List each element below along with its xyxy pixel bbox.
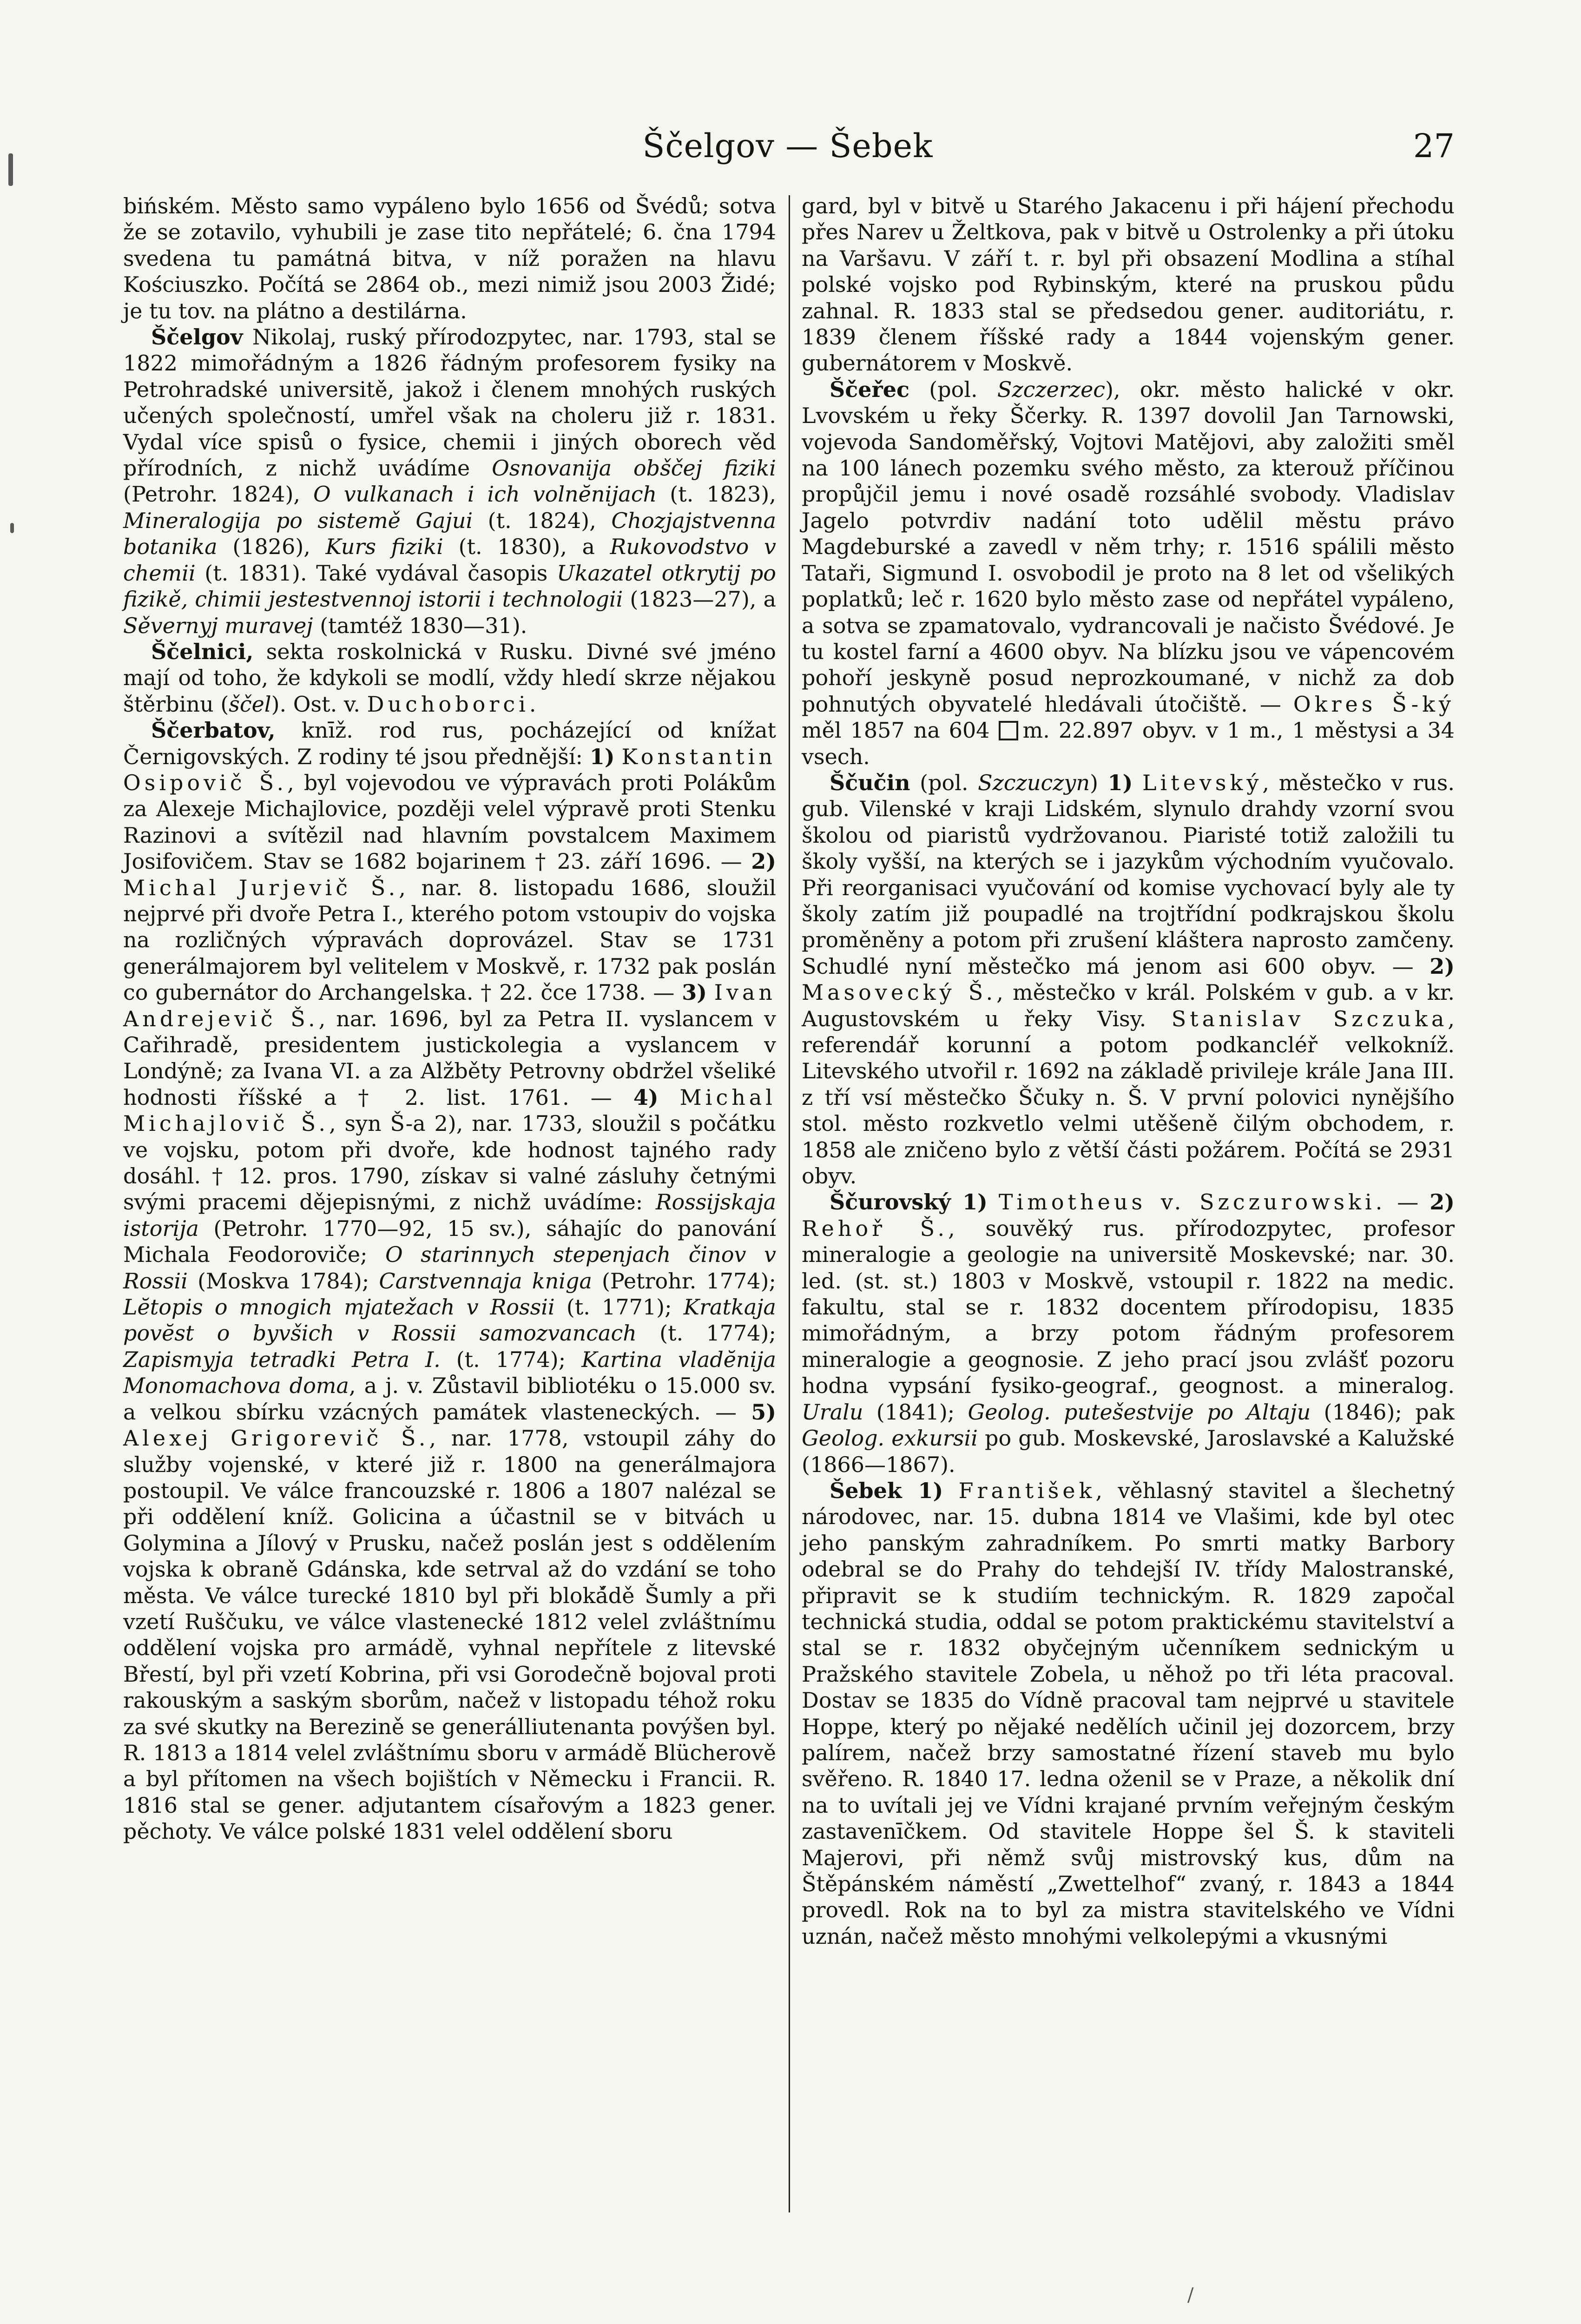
headword: Ščurovský 1)	[830, 1189, 988, 1215]
text-run: (t. 1824),	[473, 508, 612, 533]
headword: 2)	[1429, 1189, 1455, 1215]
right-column	[802, 193, 1455, 1949]
text-run: )	[1090, 770, 1108, 795]
text-run: (Moskva 1784);	[187, 1268, 379, 1294]
title-italic: Lĕtopis o mnogich mjatežach v Rossii	[123, 1294, 555, 1320]
dictionary-entry	[123, 324, 776, 639]
text-run: , věhlasný stavitel a šlechetný národovec, nar. 15. dubna 1814 ve Vlašimi, kde byl otec jeho panským zahradníkem. Po smrti matky Barbory odebral se do Prahy do tehdejší IV. třídy Malostranské, připravit se k studiím technickým. R. 1829 započal technická studia, oddal se potom praktickému stavitelství a stal se r. 1832 obyčejným učenníkem sednickým u Pražského stavitele Zobela, u něhož po tři léta pracoval. Dostav se 1835 do Vídně pracoval tam nejprvé u stavitele Hoppe, který po nějaké nedělích učinil jej dozorcem, brzy palírem, načež brzy samostatné řízení staveb mu bylo svěřeno. R. 1840 17. ledna oženil se v Praze, a několik dní na to uvítali jej ve Vídni krajané prvním veřejným českým zastavenīčkem. Od stavitele Hoppe šel Š. k staviteli Majerovi, při němž svůj mistrovský kus, dům na Štěpánském náměstí „Zwettelhof“ zvaný, r. 1843 a 1844 provedl. Rok na to byl za mistra stavitelského ve Vídni uznán, načež město mnohými velkolepými a vkusnými	[802, 1478, 1455, 1949]
title-italic: Chozjajstvenna botanika	[123, 508, 776, 560]
title-italic: Kurs fiziki	[325, 534, 443, 560]
dictionary-entry	[123, 717, 776, 1844]
text-run: po gub. Moskevské, Jaroslavské a Kalužské (1866—1867).	[802, 1426, 1455, 1477]
headword: 5)	[751, 1399, 776, 1425]
continued-paragraph	[802, 193, 1455, 376]
text-run: bińském. Město samo vypáleno bylo 1656 od Švédů; sotva že se zotavilo, vyhubili je zase tito nepřátelé; 6. čna 1794 svedena tu památná bitva, v níž poražen na hlavu Kościuszko. Počítá se 2864 ob., mezi nimiž jsou 2003 Židé; je tu tov. na plátno a destilárna.	[123, 193, 776, 324]
title-italic: Uralu	[802, 1399, 863, 1425]
text-run: ). Ost. v.	[271, 691, 367, 717]
spaced-name: Alexej Grigorevič Š.	[123, 1426, 429, 1451]
text-run: (Petrohr. 1824),	[123, 482, 314, 507]
title-italic: Geolog. exkursii	[802, 1426, 978, 1451]
continued-paragraph	[123, 193, 776, 324]
headword: Ščelgov	[151, 324, 243, 350]
spaced-name: Rehoř Š.	[802, 1215, 949, 1241]
headword: 4)	[633, 1084, 659, 1110]
text-run: m. 22.897 obyv. v 1 m., 1 městysi a 34 vsech.	[802, 718, 1455, 769]
text-run: (tamtéž 1830—31).	[313, 613, 527, 638]
page-number: 27	[1413, 127, 1455, 165]
title-italic: Szczuczyn	[978, 770, 1090, 795]
text-run: (pol.	[909, 376, 997, 402]
square-mile-symbol	[999, 721, 1018, 740]
title-italic: Geolog. putešestvije po Altaju	[968, 1399, 1311, 1425]
text-run: gard, byl v bitvě u Starého Jakacenu i při hájení přechodu přes Narev u Želtkova, pak v bitvě u Ostrolenky a při útoku na Varšavu. V září t. r. byl při obsazení Modlina a stíhal polské vojsko pod Rybinským, které na pruskou půdu zahnal. R. 1833 stal se předsedou gener. auditoriátu, r. 1839 členem říšské rady a 1844 vojenským gener. gubernátorem v Moskvě.	[802, 193, 1455, 376]
title-italic: Zapismyja tetradki Petra I.	[123, 1347, 441, 1372]
text-run: (t. 1830), a	[443, 534, 610, 560]
title-italic: Sěvernyj muravej	[123, 613, 313, 638]
text-run: , byl vojevodou ve výpravách proti Polákům za Alexeje Michajlovice, později velel výpravě proti Stenku Razinovi a svítězil nad hlavním povstalcem Maximem Josifovičem. Stav se 1682 bojarinem † 23. září 1696. —	[123, 770, 777, 874]
title-italic: ščel	[229, 691, 271, 717]
text-run: , městečko v rus. gub. Vilenské v kraji Lidském, slynulo drahdy vzorní svou školou od piaristů vydržovanou. Piaristé totiž založili tu školy vyšší, na kterých se i jazykům východním vyučovalo. Při reorganisaci vyučování od komise vychovací byly ale ty školy zatím již poupadlé na trojtřídní podkrajskou školu proměněny a potom při zrušení kláštera naprosto zamčeny. Schudlé nyní městečko má jenom asi 600 obyv. —	[802, 770, 1455, 979]
spaced-name: Masovecký Š.	[802, 980, 997, 1005]
text-run: (t. 1774);	[440, 1347, 582, 1372]
text-run	[707, 980, 714, 1005]
spaced-name: Stanislav Szczuka	[1171, 1006, 1448, 1031]
text-run: (t. 1823),	[657, 482, 776, 507]
spaced-name: František	[958, 1478, 1096, 1503]
dictionary-entry	[802, 770, 1455, 1189]
title-italic: O vulkanach i ich volnĕnijach	[313, 482, 657, 507]
text-run	[943, 1478, 958, 1503]
spaced-name: Duchoborci.	[367, 691, 540, 717]
text-run: (1846); pak	[1311, 1399, 1455, 1425]
text-run: , souvěký rus. přírodozpytec, profesor mineralogie a geologie na universitě Moskevské; nar. 30. led. (st. st.) 1803 v Moskvě, vstoupil r. 1822 na medic. fakultu, stal se r. 1832 docentem přírodopisu, 1835 mimořádným, a brzy potom řádným profesorem mineralogie a geognosie. Z jeho prací jsou zvlášť pozoru hodna vypsání fysiko-geograf., geognost. a mineralog.	[802, 1215, 1455, 1399]
headword: Ščučin	[830, 770, 910, 795]
title-italic: Rukovodstvo v chemii	[123, 534, 776, 586]
title-italic: Carstvennaja kniga	[379, 1268, 592, 1294]
text-run: , syn Š-a 2), nar. 1733, sloužil s počátku ve vojsku, potom při dvoře, kde hodnost tajného rady dosáhl. † 12. pros. 1790, získav si valné zásluhy četnými svými pracemi dějepisnými, z nichž uvádíme:	[123, 1111, 776, 1215]
left-column	[123, 193, 776, 1845]
headword: Ščerbatov,	[151, 718, 276, 743]
dictionary-entry	[123, 639, 776, 717]
text-run: , nar. 1696, byl za Petra II. vyslancem v Cařihradě, presidentem justickolegia a vyslancem v Londýně; za Ivana VI. a za Alžběty Petrovny obdržel všeliké hodnosti říšské a † 2. list. 1761. —	[123, 1006, 776, 1110]
text-run: (Petrohr. 1770—92, 15 sv.), sáhajíc do panování Michala Feodoroviče;	[123, 1215, 776, 1268]
text-run	[1133, 770, 1142, 795]
spaced-name: Ivan Andrejevič Š.	[123, 980, 776, 1031]
title-italic: Mineralogija po sistemě Gajui	[123, 508, 473, 533]
scan-edge-mark-small	[10, 523, 14, 533]
headword: 2)	[751, 849, 776, 874]
spaced-name: Konstantin Osipovič Š.	[123, 744, 776, 795]
headword: 2)	[1429, 953, 1455, 979]
text-run: (pol.	[910, 770, 978, 795]
title-italic: O starinnych stepenjach činov v Rossii	[123, 1242, 776, 1294]
title-italic: Kratkaja povĕst o byvšich v Rossii samozvancach	[123, 1294, 776, 1346]
spaced-name: Timotheus v. Szczurowski.	[998, 1189, 1386, 1215]
text-run: ), okr. město halické v okr. Lvovském u řeky Ščerky. R. 1397 dovolil Jan Tarnowski, vojevoda Sandoměřský, Vojtovi Matějovi, aby založiti směl na 100 lánech pozemku svého město, za kterouž příčinou propůjčil jemu i nové osadě rozsáhlé svobody. Vladislav Jagelo potvrdiv nadání toto udělil městu právo Magdeburské a zavedl v něm trhy; r. 1516 spálili město Tataři, Sigmund I. osvobodil je proto na 8 let od všelikých poplatků; leč r. 1620 bylo město zase od nepřátel vypáleno, a sotva se zpamatovalo, vydrancovali je načisto Švédové. Je tu kostel farní a 4600 obyv. Na blízku jsou ve vápencovém pohoří jeskyně posud neprozkoumané, v nichž za dob pohnutých obyvatelé hledávali útočiště. —	[802, 376, 1455, 717]
text-run: (1826),	[217, 534, 326, 560]
title-italic: Ukazatel otkrytij po fizikě, chimii jestestvennoj istorii i technologii	[123, 560, 776, 612]
text-run	[988, 1189, 999, 1215]
page-header	[121, 123, 1455, 174]
text-run: , městečko v král. Polském v gub. a v kr. Augustovském u řeky Visy.	[802, 980, 1455, 1031]
text-run: , referendář korunní a potom podkancléř velkokníž. Litevského utvořil r. 1692 na základě privileje krále Jana III. z tří vsí městečko Ščuky n. Š. V první polovici nynějšího stol. město rozkvetlo velmi utěšeně čilým obchodem, r. 1858 ale zničeno bylo z větší části požárem. Počítá se 2931 obyv.	[802, 1006, 1455, 1189]
text-run: (Petrohr. 1774);	[592, 1268, 777, 1294]
scan-speck: /	[1187, 2284, 1194, 2306]
text-run: (1841);	[863, 1399, 968, 1425]
running-head: Ščelgov — Šebek	[642, 127, 933, 165]
text-run: , a j. v. Zůstavil bibliotéku o 15.000 sv. a velkou sbírku vzácných památek vlasteneckých. —	[123, 1373, 776, 1425]
title-italic: Szczerzec	[997, 376, 1106, 402]
text-run	[659, 1085, 680, 1110]
text-run: , nar. 8. listopadu 1686, sloužil nejprvé při dvoře Petra I., kterého potom vstoupiv do vojska na rozličných výpravách doprovázel. Stav se 1731 generálmajorem byl velitelem v Moskvě, r. 1732 pak poslán co gubernátor do Archangelska. † 22. čce 1738. —	[123, 875, 776, 1005]
text-run: sekta roskolnická v Rusku. Divné své jméno mají od toho, že kdykoli se modlí, vždy hledí skrze nějakou štěrbinu (	[123, 639, 776, 717]
text-run: (t. 1831). Také vydával časopis	[195, 560, 557, 586]
column-divider	[789, 195, 790, 2212]
title-italic: Rossijskaja istorija	[123, 1189, 776, 1241]
dictionary-entry	[802, 1478, 1455, 1949]
headword: 1)	[1107, 770, 1133, 795]
title-italic: Kartina vladĕnija Monomachova doma	[123, 1347, 776, 1399]
spaced-name: Michal Jurjevič Š.	[123, 875, 399, 900]
text-run: , nar. 1778, vstoupil záhy do služby vojenské, v které již r. 1800 na generálmajora postoupil. Ve válce francouzské r. 1806 a 1807 nalézal se při oddělení kníž. Golicina a účastnil se v bitvách u Golymina a Jílový v Prusku, načež poslán jest s oddělením vojska k obraně Gdánska, kde setrval až do vzdání se toho města. Ve válce turecké 1810 byl při bloká̌dě Šumly a při vzetí Ruščuku, ve válce vlastenecké 1812 velel zvláštnímu oddělení vojska pro armádě, vyhnal nepřítele z litevské Břestí, byl při vzetí Kobrina, při vsi Gorodečně bojoval proti rakouským a saským sborům, načež v listopadu téhož roku za své skutky na Berezině se generálliutenanta povýšen byl. R. 1813 a 1814 velel zvláštnímu sboru v armádě Blücherově a byl přítomen na všech bojištích v Německu i Francii. R. 1816 stal se gener. adjutantem císařovým a 1823 gener. pěchoty. Ve válce polské 1831 velel oddělení sboru	[123, 1426, 776, 1844]
headword: 1)	[589, 744, 615, 769]
spaced-name: Okres Š-ký	[1293, 691, 1455, 717]
headword: Šebek 1)	[830, 1478, 943, 1503]
text-run: knīž. rod rus, pocházející od knížat Černigovských. Z rodiny té jsou přednější:	[123, 718, 776, 769]
text-run: Nikolaj, ruský přírodozpytec, nar. 1793, stal se 1822 mimořádným a 1826 řádným profesorem fysiky na Petrohradské universitě, jakož i členem mnohých ruských učených společností, umřel však na choleru již r. 1831. Vydal více spisů o fysice, chemii i jiných oborech věd přírodních, z nichž uvádíme	[123, 324, 776, 481]
headword: Ščelnici,	[151, 639, 254, 664]
text-run	[615, 744, 622, 769]
headword: Ščeřec	[830, 376, 910, 402]
title-italic: Osnovanija obščej fiziki	[492, 456, 776, 481]
headword: 3)	[682, 980, 707, 1005]
text-run: (t. 1771);	[554, 1294, 684, 1320]
text-run: —	[1386, 1189, 1430, 1215]
dictionary-entry	[802, 376, 1455, 770]
text-run: (1823—27), a	[623, 587, 776, 612]
spaced-name: Michal Michajlovič Š.	[123, 1084, 776, 1136]
spaced-name: Litevský	[1142, 770, 1263, 795]
text-run: (t. 1774);	[636, 1320, 776, 1346]
dictionary-entry	[802, 1189, 1455, 1477]
scan-edge-mark	[8, 153, 13, 186]
text-run: měl 1857 na 604	[802, 718, 999, 743]
